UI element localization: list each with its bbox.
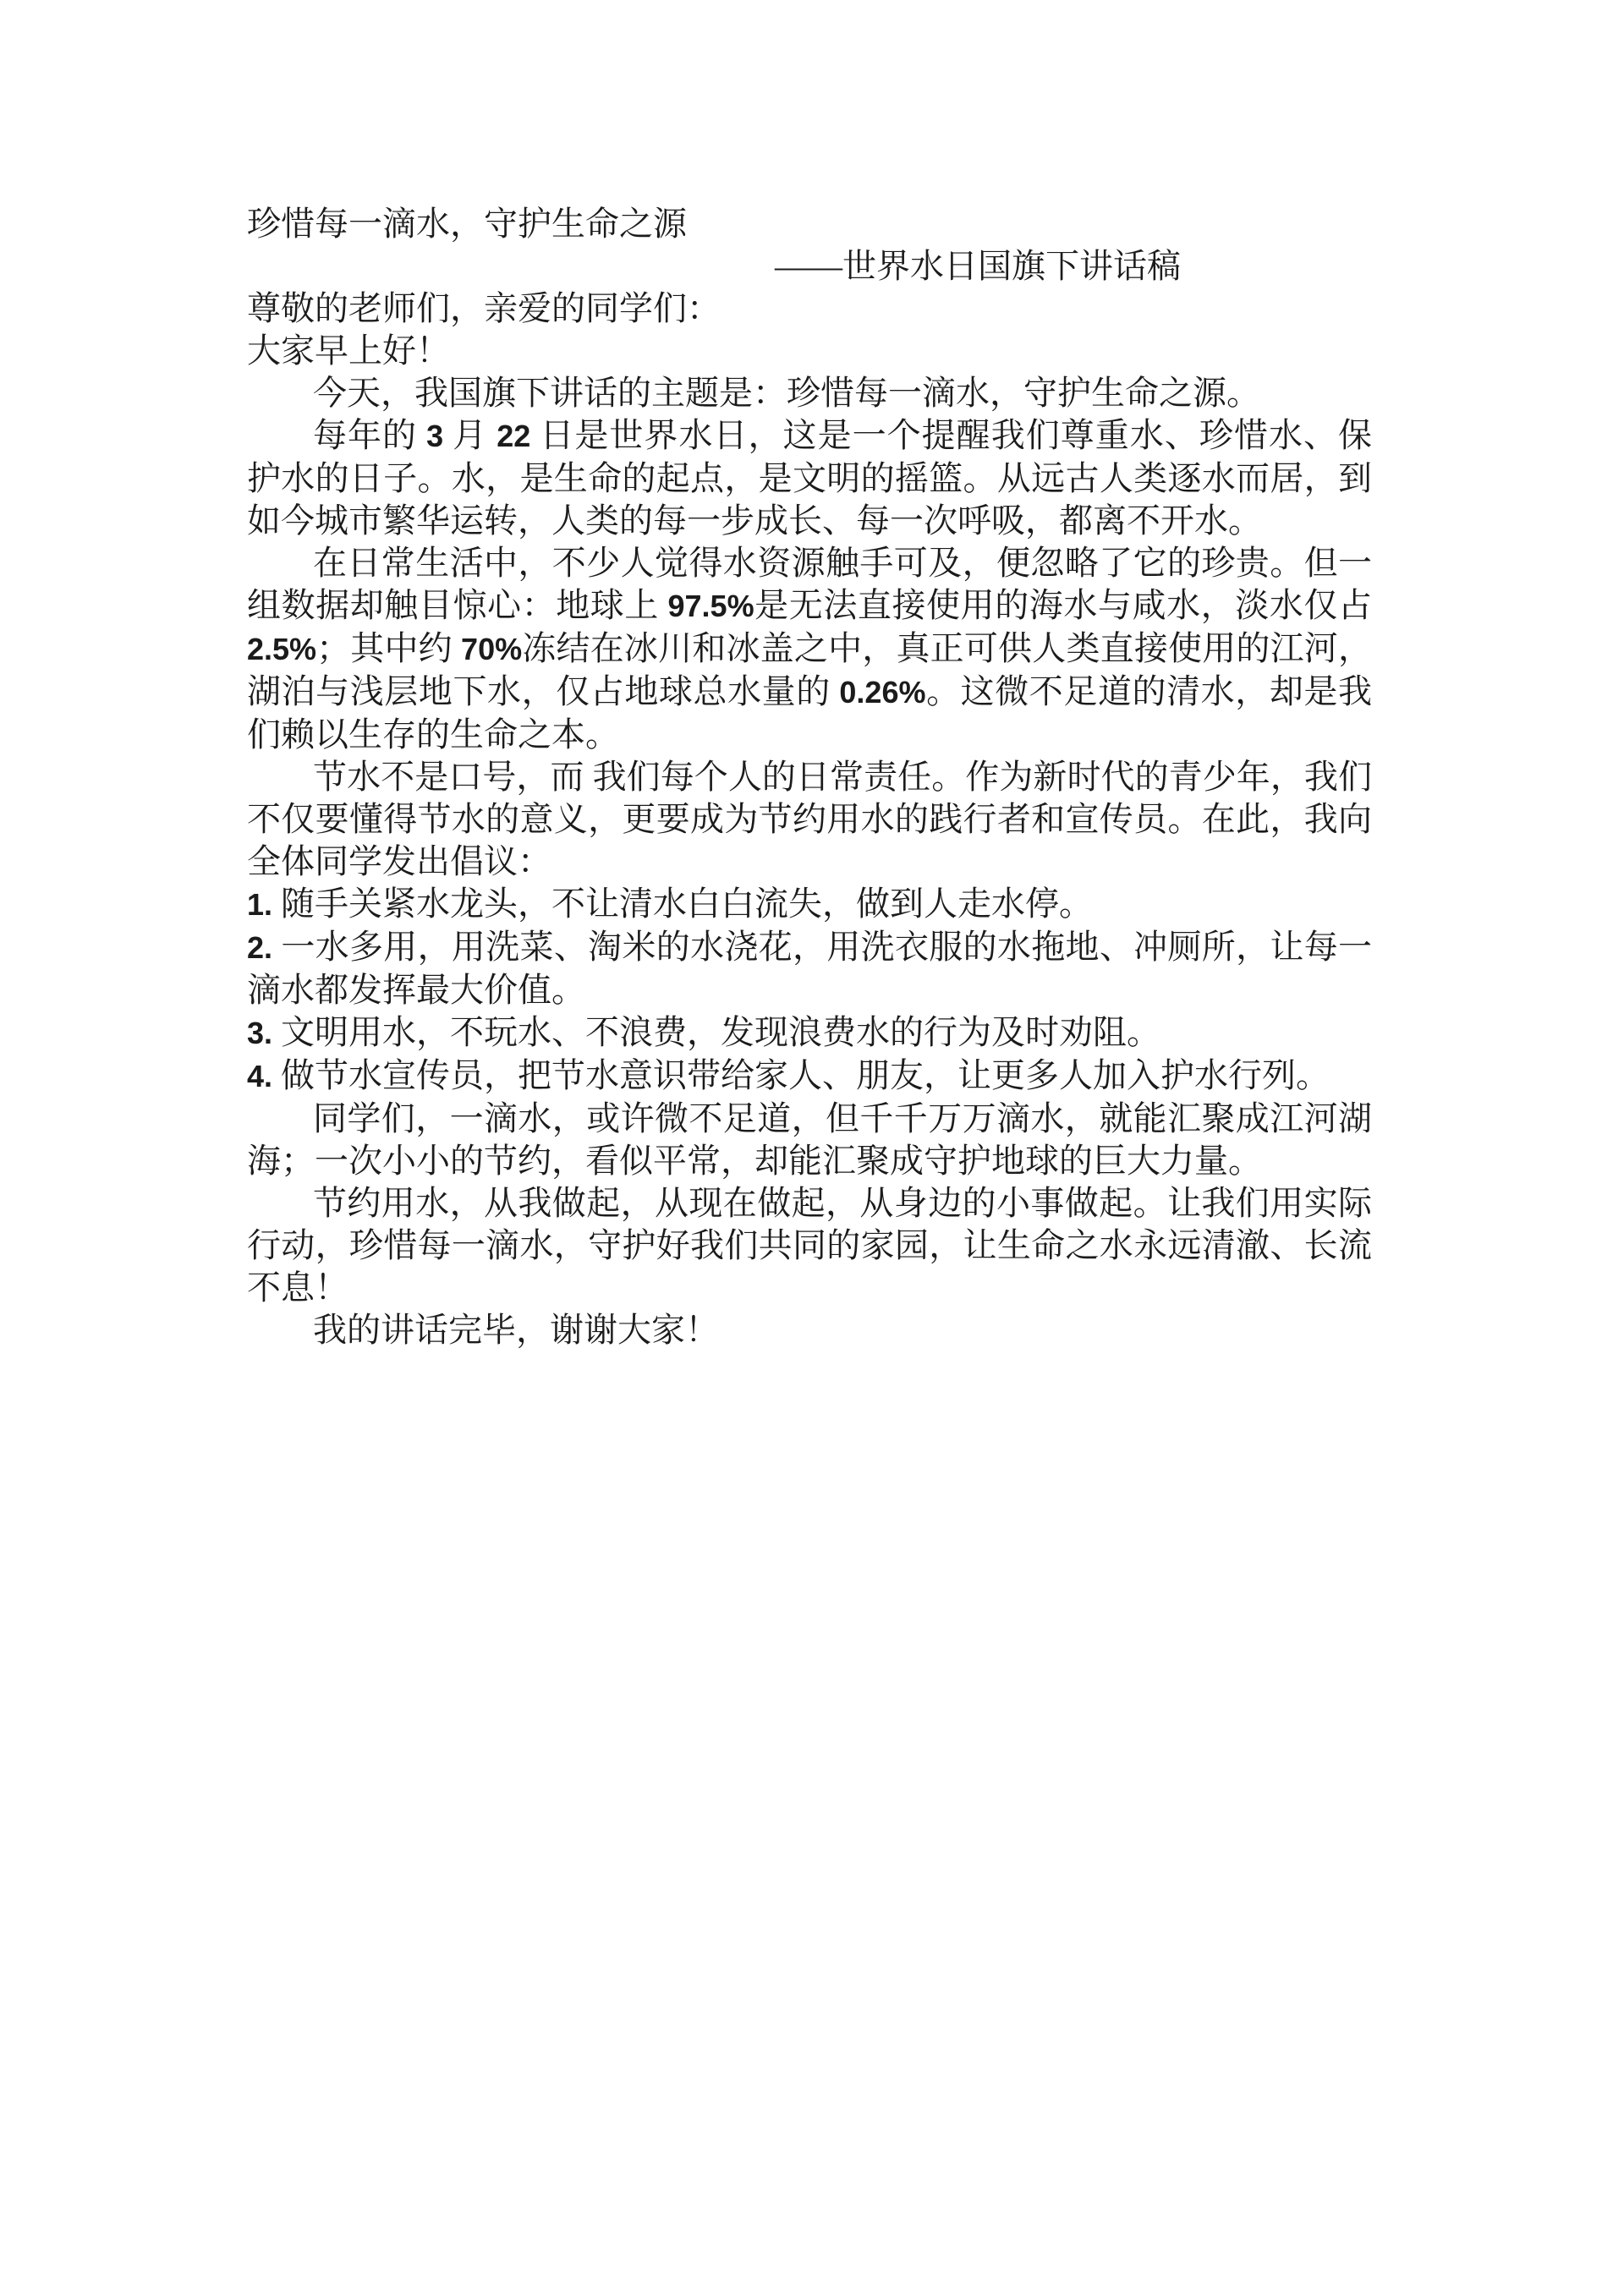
speech-subtitle: ——世界水日国旗下讲话稿 [775,247,1181,285]
proposal-item-3: 3. 文明用水，不玩水、不浪费，发现浪费水的行为及时劝阻。 [247,1013,1161,1051]
paragraph-drops-gather: 同学们，一滴水，或许微不足道，但千千万万滴水，就能汇聚成江河湖海；一次小小的节约，看似平常，却能汇聚成守护地球的巨大力量。 [247,1099,1372,1180]
proposal-item-1: 1. 随手关紧水龙头，不让清水白白流失，做到人走水停。 [247,885,1094,923]
greeting-line: 大家早上好！ [247,332,450,370]
paragraph-water-statistics: 在日常生活中，不少人觉得水资源触手可及，便忽略了它的珍贵。但一组数据却触目惊心：地球上 97.5%是无法直接使用的海水与咸水，淡水仅占 2.5%；其中约 70%冻结在冰川和冰盖之中，真正可供人类直接使用的江河，湖泊与浅层地下水，仅占地球总水量的 0.26%。这微不足道的清水，却是我们赖以生存的生命之本。 [247,544,1373,753]
salutation-line: 尊敬的老师们，亲爱的同学们： [247,289,721,327]
paragraph-water-saving-duty: 节水不是口号，而 我们每个人的日常责任。作为新时代的青少年，我们不仅要懂得节水的意义，更要成为节约用水的践行者和宣传员。在此，我向全体同学发出倡议： [247,758,1372,880]
proposal-item-4: 4. 做节水宣传员，把节水意识带给家人、朋友，让更多人加入护水行列。 [247,1056,1330,1094]
document-page [247,203,1372,1351]
closing-line: 我的讲话完毕，谢谢大家！ [313,1311,719,1349]
paragraph-world-water-day: 每年的 3 月 22 日是世界水日，这是一个提醒我们尊重水、珍惜水、保护水的日子。水，是生命的起点，是文明的摇篮。从远古人类逐水而居，到如今城市繁华运转，人类的每一步成长、每一次呼吸，都离不开水。 [247,416,1373,540]
paragraph-theme: 今天，我国旗下讲话的主题是：珍惜每一滴水，守护生命之源。 [313,374,1260,412]
paragraph-call-to-action: 节约用水，从我做起，从现在做起，从身边的小事做起。让我们用实际行动，珍惜每一滴水，守护好我们共同的家园，让生命之水永远清澈、长流不息！ [247,1184,1372,1307]
proposal-item-2: 2. 一水多用，用洗菜、淘米的水浇花，用洗衣服的水拖地、冲厕所，让每一滴水都发挥最大价值。 [247,928,1372,1009]
speech-title: 珍惜每一滴水，守护生命之源 [247,205,687,243]
